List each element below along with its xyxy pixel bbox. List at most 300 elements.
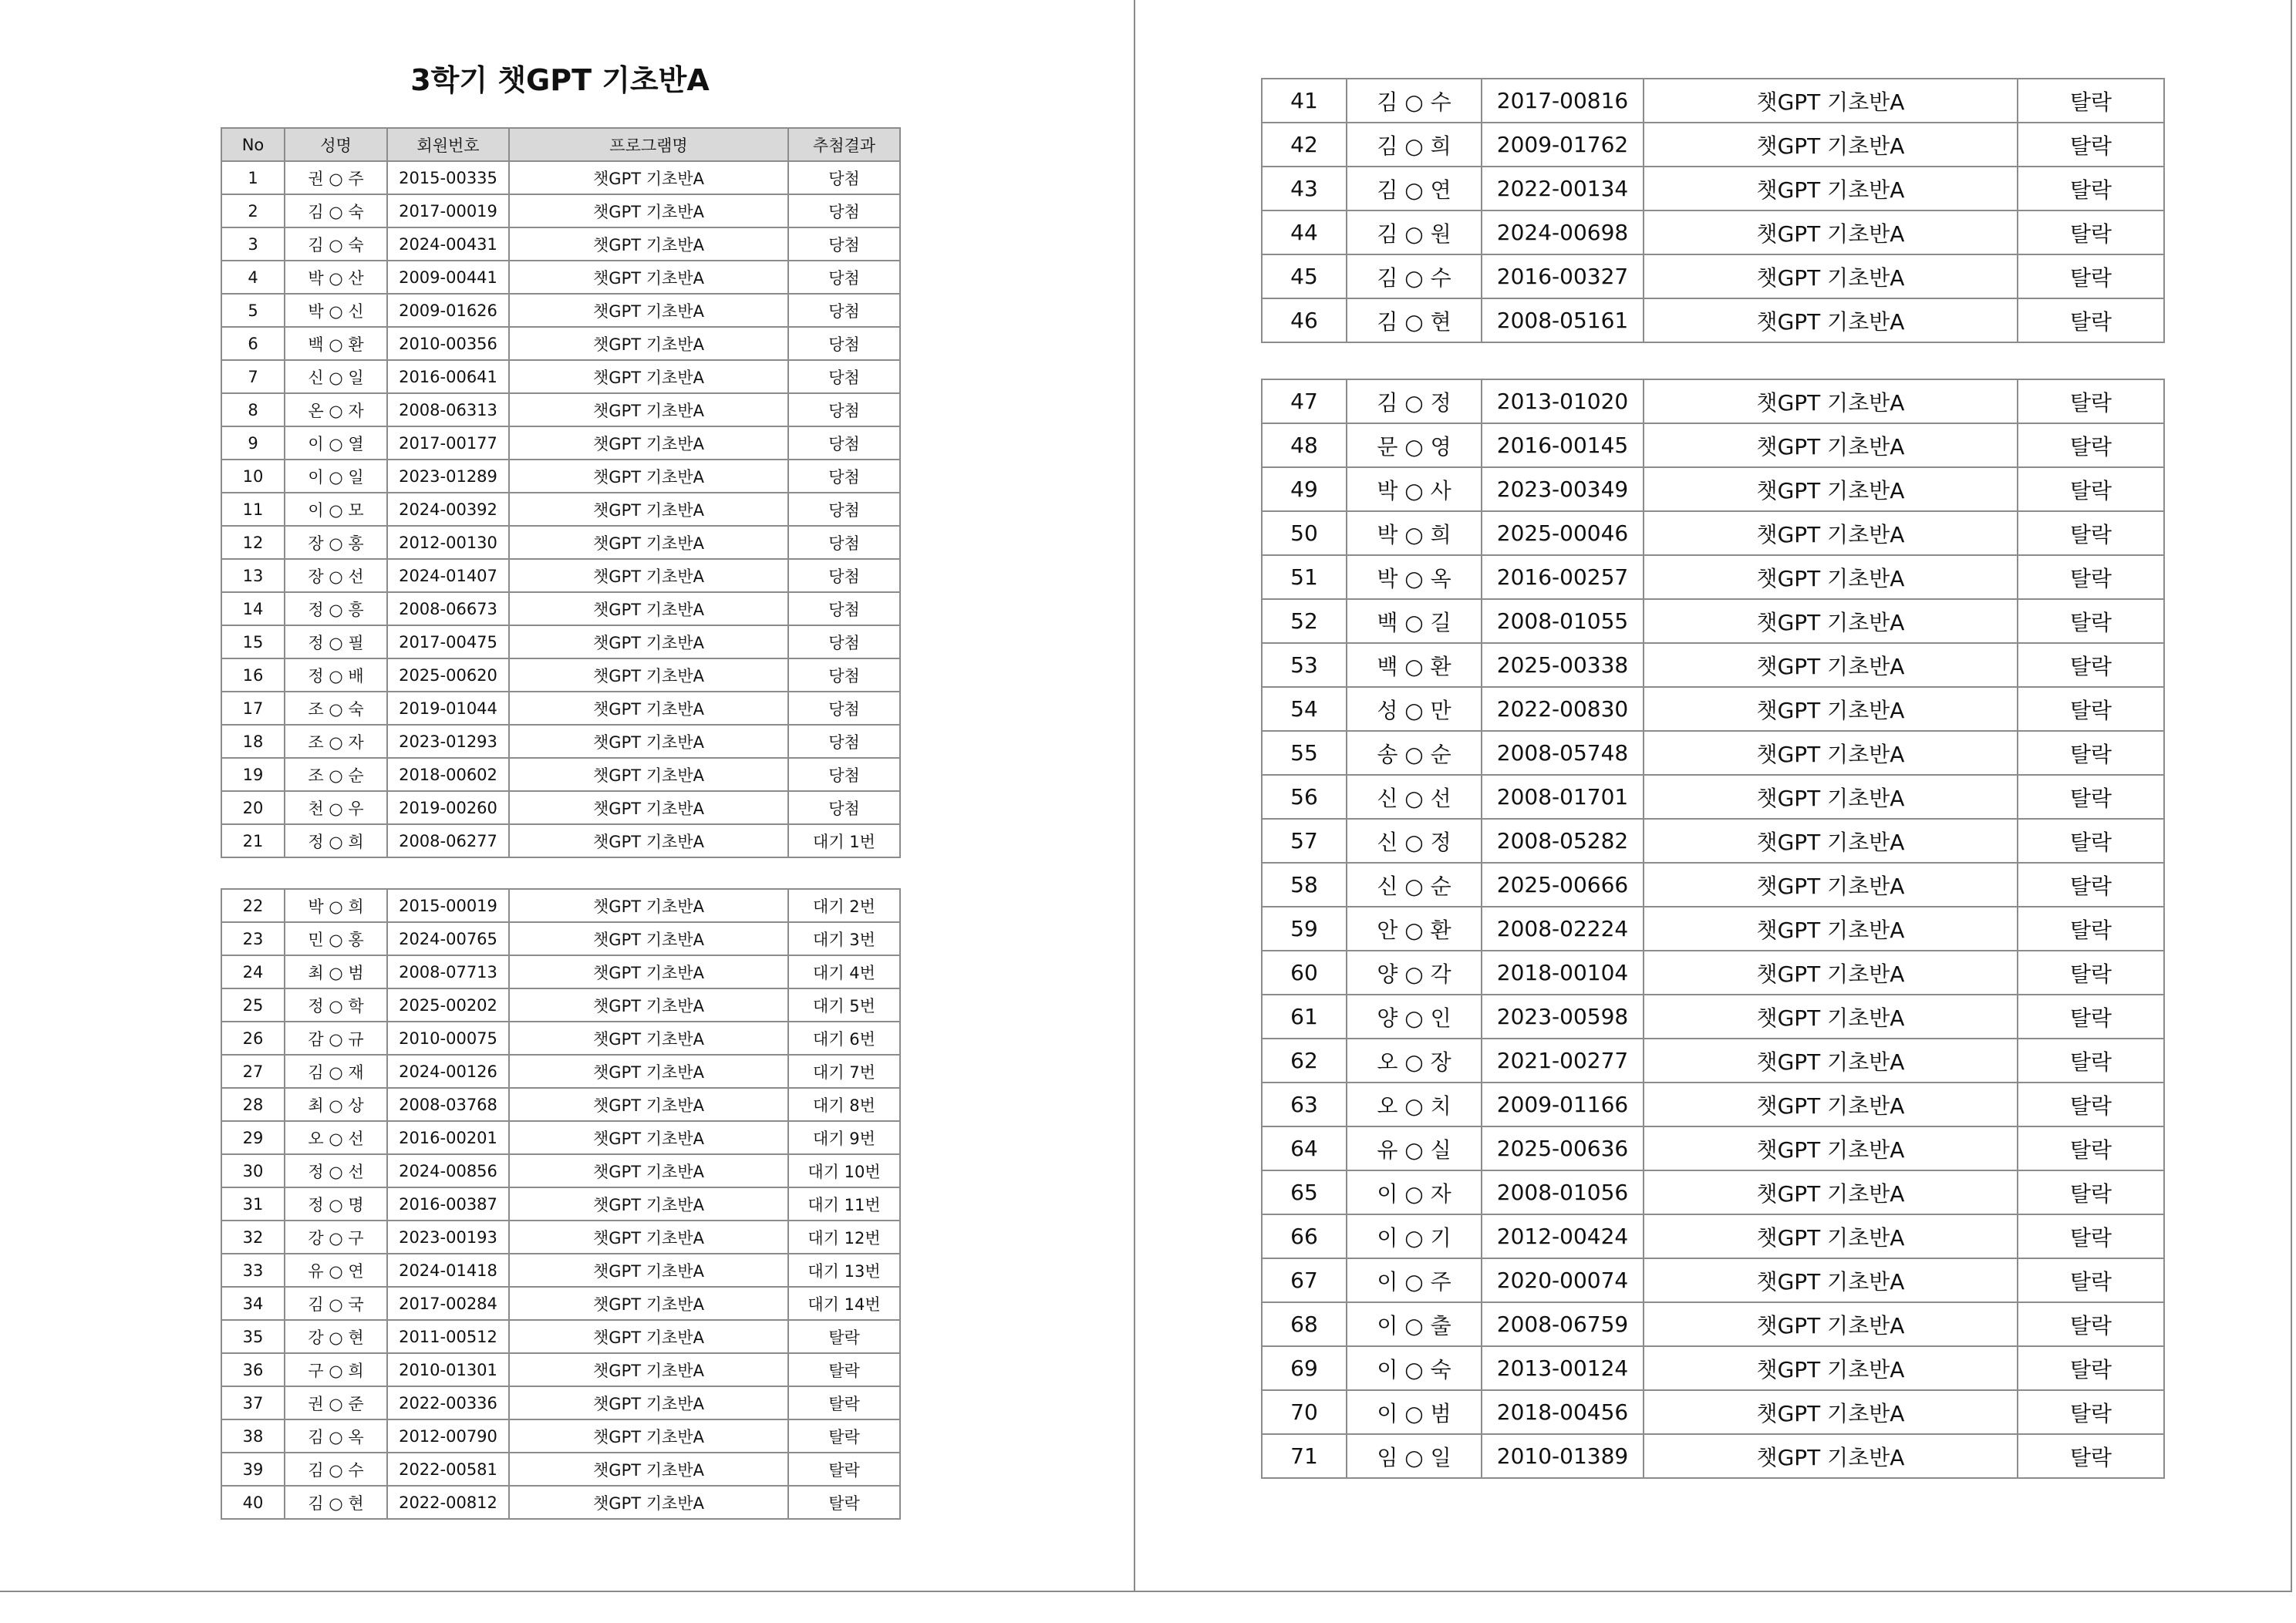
- cell-no: 70: [1262, 1390, 1347, 1434]
- cell-name: 정 ○ 명: [285, 1187, 387, 1221]
- cell-result: 대기 8번: [788, 1088, 900, 1121]
- cell-result: 탈락: [2018, 687, 2164, 731]
- cell-member-id: 2024-01407: [387, 559, 509, 592]
- table-row: [221, 1353, 900, 1386]
- cell-result: 대기 1번: [788, 824, 900, 857]
- table-row: [221, 791, 900, 824]
- cell-no: 48: [1262, 423, 1347, 467]
- table-row: [221, 1453, 900, 1486]
- cell-result: 당첨: [788, 327, 900, 360]
- table-row: [221, 161, 900, 194]
- cell-no: 9: [221, 426, 285, 460]
- table-row: [221, 1254, 900, 1287]
- table-row: [221, 559, 900, 592]
- table-row: [1262, 167, 2164, 210]
- cell-no: 59: [1262, 907, 1347, 951]
- cell-program: 챗GPT 기초반A: [1644, 467, 2018, 511]
- table-row: [221, 1486, 900, 1519]
- cell-name: 김 ○ 원: [1347, 210, 1482, 254]
- cell-result: 탈락: [2018, 467, 2164, 511]
- table-row: [1262, 1083, 2164, 1126]
- cell-name: 박 ○ 산: [285, 261, 387, 294]
- cell-member-id: 2010-00356: [387, 327, 509, 360]
- cell-program: 챗GPT 기초반A: [509, 1486, 788, 1519]
- cell-result: 당첨: [788, 592, 900, 625]
- cell-program: 챗GPT 기초반A: [1644, 555, 2018, 599]
- cell-member-id: 2023-00349: [1482, 467, 1644, 511]
- cell-name: 온 ○ 자: [285, 393, 387, 426]
- cell-no: 68: [1262, 1302, 1347, 1346]
- cell-no: 34: [221, 1287, 285, 1320]
- cell-program: 챗GPT 기초반A: [1644, 379, 2018, 423]
- cell-name: 백 ○ 길: [1347, 599, 1482, 643]
- cell-member-id: 2019-00260: [387, 791, 509, 824]
- cell-member-id: 2022-00812: [387, 1486, 509, 1519]
- cell-no: 20: [221, 791, 285, 824]
- cell-result: 탈락: [2018, 555, 2164, 599]
- cell-name: 이 ○ 숙: [1347, 1346, 1482, 1390]
- cell-program: 챗GPT 기초반A: [1644, 599, 2018, 643]
- cell-name: 문 ○ 영: [1347, 423, 1482, 467]
- table-row: [221, 294, 900, 327]
- roster-table-2: [221, 888, 901, 1520]
- cell-program: 챗GPT 기초반A: [509, 493, 788, 526]
- cell-result: 대기 13번: [788, 1254, 900, 1287]
- table-row: [221, 227, 900, 261]
- cell-result: 당첨: [788, 559, 900, 592]
- cell-no: 50: [1262, 511, 1347, 555]
- cell-name: 김 ○ 연: [1347, 167, 1482, 210]
- cell-result: 탈락: [2018, 643, 2164, 687]
- table-row: [1262, 423, 2164, 467]
- table-row: [221, 922, 900, 955]
- table-row: [1262, 819, 2164, 863]
- cell-no: 46: [1262, 298, 1347, 342]
- cell-program: 챗GPT 기초반A: [1644, 863, 2018, 907]
- cell-program: 챗GPT 기초반A: [1644, 951, 2018, 995]
- cell-no: 7: [221, 360, 285, 393]
- cell-name: 김 ○ 수: [1347, 254, 1482, 298]
- table-row: [1262, 1346, 2164, 1390]
- cell-result: 탈락: [788, 1453, 900, 1486]
- table-row: [221, 988, 900, 1022]
- cell-no: 27: [221, 1055, 285, 1088]
- cell-result: 당첨: [788, 758, 900, 791]
- cell-name: 신 ○ 정: [1347, 819, 1482, 863]
- cell-no: 55: [1262, 731, 1347, 775]
- cell-no: 30: [221, 1154, 285, 1187]
- cell-name: 박 ○ 희: [285, 889, 387, 922]
- cell-program: 챗GPT 기초반A: [509, 1419, 788, 1453]
- cell-no: 1: [221, 161, 285, 194]
- cell-no: 45: [1262, 254, 1347, 298]
- cell-name: 조 ○ 순: [285, 758, 387, 791]
- cell-no: 49: [1262, 467, 1347, 511]
- cell-result: 대기 2번: [788, 889, 900, 922]
- cell-program: 챗GPT 기초반A: [1644, 1039, 2018, 1083]
- cell-no: 16: [221, 658, 285, 692]
- table-row: [221, 692, 900, 725]
- table-row: [1262, 379, 2164, 423]
- cell-no: 38: [221, 1419, 285, 1453]
- cell-member-id: 2017-00475: [387, 625, 509, 658]
- cell-name: 김 ○ 수: [1347, 79, 1482, 123]
- cell-no: 36: [221, 1353, 285, 1386]
- cell-name: 권 ○ 준: [285, 1386, 387, 1419]
- cell-program: 챗GPT 기초반A: [1644, 687, 2018, 731]
- cell-program: 챗GPT 기초반A: [1644, 167, 2018, 210]
- cell-result: 탈락: [2018, 1083, 2164, 1126]
- table-row: [1262, 298, 2164, 342]
- cell-program: 챗GPT 기초반A: [509, 194, 788, 227]
- cell-no: 31: [221, 1187, 285, 1221]
- table-row: [221, 1055, 900, 1088]
- cell-program: 챗GPT 기초반A: [509, 692, 788, 725]
- cell-result: 탈락: [2018, 379, 2164, 423]
- cell-name: 정 ○ 학: [285, 988, 387, 1022]
- cell-program: 챗GPT 기초반A: [509, 559, 788, 592]
- cell-result: 탈락: [2018, 298, 2164, 342]
- cell-program: 챗GPT 기초반A: [509, 1254, 788, 1287]
- cell-name: 박 ○ 희: [1347, 511, 1482, 555]
- table-row: [221, 426, 900, 460]
- cell-member-id: 2017-00816: [1482, 79, 1644, 123]
- cell-member-id: 2019-01044: [387, 692, 509, 725]
- cell-program: 챗GPT 기초반A: [1644, 1083, 2018, 1126]
- cell-name: 정 ○ 흥: [285, 592, 387, 625]
- cell-program: 챗GPT 기초반A: [509, 1453, 788, 1486]
- cell-program: 챗GPT 기초반A: [1644, 1390, 2018, 1434]
- cell-name: 최 ○ 상: [285, 1088, 387, 1121]
- cell-no: 40: [221, 1486, 285, 1519]
- table-row: [221, 592, 900, 625]
- cell-member-id: 2017-00284: [387, 1287, 509, 1320]
- cell-no: 23: [221, 922, 285, 955]
- cell-program: 챗GPT 기초반A: [509, 261, 788, 294]
- cell-member-id: 2023-01293: [387, 725, 509, 758]
- cell-no: 57: [1262, 819, 1347, 863]
- table-row: [221, 1221, 900, 1254]
- cell-name: 신 ○ 일: [285, 360, 387, 393]
- cell-no: 62: [1262, 1039, 1347, 1083]
- cell-member-id: 2017-00177: [387, 426, 509, 460]
- cell-result: 당첨: [788, 526, 900, 559]
- cell-result: 대기 3번: [788, 922, 900, 955]
- cell-name: 장 ○ 선: [285, 559, 387, 592]
- cell-program: 챗GPT 기초반A: [509, 393, 788, 426]
- cell-member-id: 2012-00424: [1482, 1214, 1644, 1258]
- cell-member-id: 2008-01055: [1482, 599, 1644, 643]
- cell-name: 박 ○ 신: [285, 294, 387, 327]
- cell-program: 챗GPT 기초반A: [1644, 254, 2018, 298]
- table-row: [221, 955, 900, 988]
- cell-name: 성 ○ 만: [1347, 687, 1482, 731]
- table-row: [221, 1154, 900, 1187]
- cell-result: 탈락: [788, 1353, 900, 1386]
- cell-result: 탈락: [2018, 1214, 2164, 1258]
- cell-program: 챗GPT 기초반A: [509, 526, 788, 559]
- cell-name: 박 ○ 사: [1347, 467, 1482, 511]
- cell-result: 탈락: [2018, 1170, 2164, 1214]
- table-row: [1262, 511, 2164, 555]
- table-row: [221, 725, 900, 758]
- table-row: [221, 1419, 900, 1453]
- cell-result: 당첨: [788, 261, 900, 294]
- cell-member-id: 2016-00145: [1482, 423, 1644, 467]
- cell-name: 안 ○ 환: [1347, 907, 1482, 951]
- cell-result: 당첨: [788, 460, 900, 493]
- table-row: [221, 824, 900, 857]
- cell-no: 5: [221, 294, 285, 327]
- cell-name: 민 ○ 홍: [285, 922, 387, 955]
- cell-name: 최 ○ 범: [285, 955, 387, 988]
- cell-program: 챗GPT 기초반A: [509, 791, 788, 824]
- cell-result: 당첨: [788, 692, 900, 725]
- table-row: [1262, 995, 2164, 1039]
- cell-member-id: 2024-00392: [387, 493, 509, 526]
- cell-result: 탈락: [2018, 599, 2164, 643]
- cell-member-id: 2017-00019: [387, 194, 509, 227]
- cell-result: 당첨: [788, 360, 900, 393]
- cell-no: 3: [221, 227, 285, 261]
- table-row: [1262, 79, 2164, 123]
- cell-name: 임 ○ 일: [1347, 1434, 1482, 1478]
- cell-name: 신 ○ 선: [1347, 775, 1482, 819]
- cell-member-id: 2010-01301: [387, 1353, 509, 1386]
- cell-no: 47: [1262, 379, 1347, 423]
- cell-member-id: 2009-01166: [1482, 1083, 1644, 1126]
- header-program: 프로그램명: [509, 128, 788, 161]
- cell-no: 25: [221, 988, 285, 1022]
- cell-name: 김 ○ 수: [285, 1453, 387, 1486]
- cell-member-id: 2022-00830: [1482, 687, 1644, 731]
- cell-result: 대기 9번: [788, 1121, 900, 1154]
- table-row: [1262, 123, 2164, 167]
- cell-result: 탈락: [2018, 1039, 2164, 1083]
- cell-result: 대기 12번: [788, 1221, 900, 1254]
- cell-member-id: 2018-00602: [387, 758, 509, 791]
- table-row: [1262, 687, 2164, 731]
- table-row: [1262, 907, 2164, 951]
- cell-program: 챗GPT 기초반A: [509, 294, 788, 327]
- cell-name: 조 ○ 숙: [285, 692, 387, 725]
- cell-program: 챗GPT 기초반A: [509, 1221, 788, 1254]
- cell-name: 강 ○ 현: [285, 1320, 387, 1353]
- cell-no: 51: [1262, 555, 1347, 599]
- cell-name: 이 ○ 자: [1347, 1170, 1482, 1214]
- table-row: [221, 1320, 900, 1353]
- cell-program: 챗GPT 기초반A: [1644, 1170, 2018, 1214]
- cell-member-id: 2012-00790: [387, 1419, 509, 1453]
- cell-no: 12: [221, 526, 285, 559]
- cell-result: 탈락: [2018, 775, 2164, 819]
- cell-program: 챗GPT 기초반A: [509, 1287, 788, 1320]
- cell-program: 챗GPT 기초반A: [509, 955, 788, 988]
- cell-member-id: 2016-00201: [387, 1121, 509, 1154]
- cell-result: 탈락: [2018, 1346, 2164, 1390]
- cell-no: 24: [221, 955, 285, 988]
- cell-program: 챗GPT 기초반A: [509, 725, 788, 758]
- cell-no: 65: [1262, 1170, 1347, 1214]
- cell-name: 정 ○ 희: [285, 824, 387, 857]
- cell-member-id: 2024-00698: [1482, 210, 1644, 254]
- cell-program: 챗GPT 기초반A: [1644, 79, 2018, 123]
- cell-member-id: 2025-00636: [1482, 1126, 1644, 1170]
- cell-member-id: 2023-01289: [387, 460, 509, 493]
- cell-result: 탈락: [2018, 511, 2164, 555]
- cell-name: 신 ○ 순: [1347, 863, 1482, 907]
- cell-no: 26: [221, 1022, 285, 1055]
- table-row: [221, 625, 900, 658]
- cell-member-id: 2025-00202: [387, 988, 509, 1022]
- roster-table-1: [221, 127, 901, 858]
- header-member-id: 회원번호: [387, 128, 509, 161]
- cell-program: 챗GPT 기초반A: [1644, 1346, 2018, 1390]
- header-no: No: [221, 128, 285, 161]
- cell-name: 감 ○ 규: [285, 1022, 387, 1055]
- table-row: [1262, 1039, 2164, 1083]
- cell-result: 탈락: [2018, 951, 2164, 995]
- cell-name: 김 ○ 숙: [285, 194, 387, 227]
- cell-result: 당첨: [788, 625, 900, 658]
- cell-member-id: 2008-01056: [1482, 1170, 1644, 1214]
- cell-program: 챗GPT 기초반A: [509, 889, 788, 922]
- cell-member-id: 2009-00441: [387, 261, 509, 294]
- table-row: [1262, 467, 2164, 511]
- cell-program: 챗GPT 기초반A: [509, 227, 788, 261]
- table-row: [221, 1022, 900, 1055]
- cell-no: 61: [1262, 995, 1347, 1039]
- cell-name: 강 ○ 구: [285, 1221, 387, 1254]
- cell-program: 챗GPT 기초반A: [509, 1353, 788, 1386]
- table-row: [1262, 731, 2164, 775]
- cell-program: 챗GPT 기초반A: [1644, 1434, 2018, 1478]
- cell-result: 당첨: [788, 725, 900, 758]
- cell-result: 탈락: [2018, 79, 2164, 123]
- cell-member-id: 2018-00456: [1482, 1390, 1644, 1434]
- cell-member-id: 2013-01020: [1482, 379, 1644, 423]
- page-title: 3학기 챗GPT 기초반A: [410, 63, 710, 97]
- cell-name: 오 ○ 선: [285, 1121, 387, 1154]
- cell-no: 17: [221, 692, 285, 725]
- cell-member-id: 2022-00581: [387, 1453, 509, 1486]
- header-result: 추첨결과: [788, 128, 900, 161]
- table-row: [1262, 599, 2164, 643]
- table-row: [221, 889, 900, 922]
- cell-name: 백 ○ 환: [1347, 643, 1482, 687]
- cell-result: 당첨: [788, 426, 900, 460]
- cell-member-id: 2022-00134: [1482, 167, 1644, 210]
- cell-result: 당첨: [788, 658, 900, 692]
- cell-member-id: 2021-00277: [1482, 1039, 1644, 1083]
- cell-no: 67: [1262, 1258, 1347, 1302]
- cell-result: 탈락: [788, 1419, 900, 1453]
- cell-member-id: 2008-06313: [387, 393, 509, 426]
- cell-no: 56: [1262, 775, 1347, 819]
- cell-member-id: 2024-00431: [387, 227, 509, 261]
- cell-member-id: 2025-00046: [1482, 511, 1644, 555]
- roster-table-4: [1261, 379, 2165, 1479]
- cell-no: 15: [221, 625, 285, 658]
- cell-result: 탈락: [2018, 210, 2164, 254]
- table-row: [1262, 1170, 2164, 1214]
- cell-no: 29: [221, 1121, 285, 1154]
- cell-program: 챗GPT 기초반A: [1644, 1302, 2018, 1346]
- cell-name: 이 ○ 일: [285, 460, 387, 493]
- cell-no: 64: [1262, 1126, 1347, 1170]
- cell-program: 챗GPT 기초반A: [1644, 123, 2018, 167]
- cell-member-id: 2023-00193: [387, 1221, 509, 1254]
- cell-name: 송 ○ 순: [1347, 731, 1482, 775]
- cell-program: 챗GPT 기초반A: [1644, 819, 2018, 863]
- table-row: [221, 1187, 900, 1221]
- cell-member-id: 2012-00130: [387, 526, 509, 559]
- cell-member-id: 2008-06277: [387, 824, 509, 857]
- cell-no: 66: [1262, 1214, 1347, 1258]
- cell-name: 정 ○ 선: [285, 1154, 387, 1187]
- cell-name: 김 ○ 옥: [285, 1419, 387, 1453]
- table-row: [1262, 555, 2164, 599]
- cell-no: 69: [1262, 1346, 1347, 1390]
- table-header-row: [221, 128, 900, 161]
- table-row: [1262, 210, 2164, 254]
- cell-program: 챗GPT 기초반A: [1644, 423, 2018, 467]
- cell-no: 41: [1262, 79, 1347, 123]
- cell-program: 챗GPT 기초반A: [1644, 511, 2018, 555]
- table-row: [221, 493, 900, 526]
- cell-no: 43: [1262, 167, 1347, 210]
- cell-result: 대기 10번: [788, 1154, 900, 1187]
- cell-program: 챗GPT 기초반A: [509, 327, 788, 360]
- header-name: 성명: [285, 128, 387, 161]
- cell-no: 19: [221, 758, 285, 791]
- cell-result: 탈락: [2018, 123, 2164, 167]
- cell-member-id: 2008-02224: [1482, 907, 1644, 951]
- cell-member-id: 2020-00074: [1482, 1258, 1644, 1302]
- cell-no: 14: [221, 592, 285, 625]
- cell-name: 조 ○ 자: [285, 725, 387, 758]
- cell-program: 챗GPT 기초반A: [509, 1088, 788, 1121]
- table-row: [221, 1386, 900, 1419]
- cell-program: 챗GPT 기초반A: [1644, 775, 2018, 819]
- cell-member-id: 2024-00765: [387, 922, 509, 955]
- cell-name: 박 ○ 옥: [1347, 555, 1482, 599]
- cell-program: 챗GPT 기초반A: [509, 1121, 788, 1154]
- cell-result: 탈락: [2018, 254, 2164, 298]
- cell-result: 탈락: [2018, 1302, 2164, 1346]
- cell-program: 챗GPT 기초반A: [509, 1187, 788, 1221]
- cell-no: 44: [1262, 210, 1347, 254]
- cell-member-id: 2024-00856: [387, 1154, 509, 1187]
- cell-result: 탈락: [2018, 819, 2164, 863]
- cell-name: 이 ○ 범: [1347, 1390, 1482, 1434]
- cell-no: 11: [221, 493, 285, 526]
- cell-no: 53: [1262, 643, 1347, 687]
- cell-name: 김 ○ 현: [285, 1486, 387, 1519]
- cell-program: 챗GPT 기초반A: [1644, 907, 2018, 951]
- cell-member-id: 2025-00666: [1482, 863, 1644, 907]
- cell-program: 챗GPT 기초반A: [1644, 1126, 2018, 1170]
- table-row: [221, 261, 900, 294]
- cell-name: 김 ○ 희: [1347, 123, 1482, 167]
- cell-no: 63: [1262, 1083, 1347, 1126]
- cell-result: 당첨: [788, 161, 900, 194]
- cell-member-id: 2008-06673: [387, 592, 509, 625]
- table-row: [221, 460, 900, 493]
- table-row: [1262, 951, 2164, 995]
- cell-member-id: 2024-01418: [387, 1254, 509, 1287]
- table-row: [221, 1287, 900, 1320]
